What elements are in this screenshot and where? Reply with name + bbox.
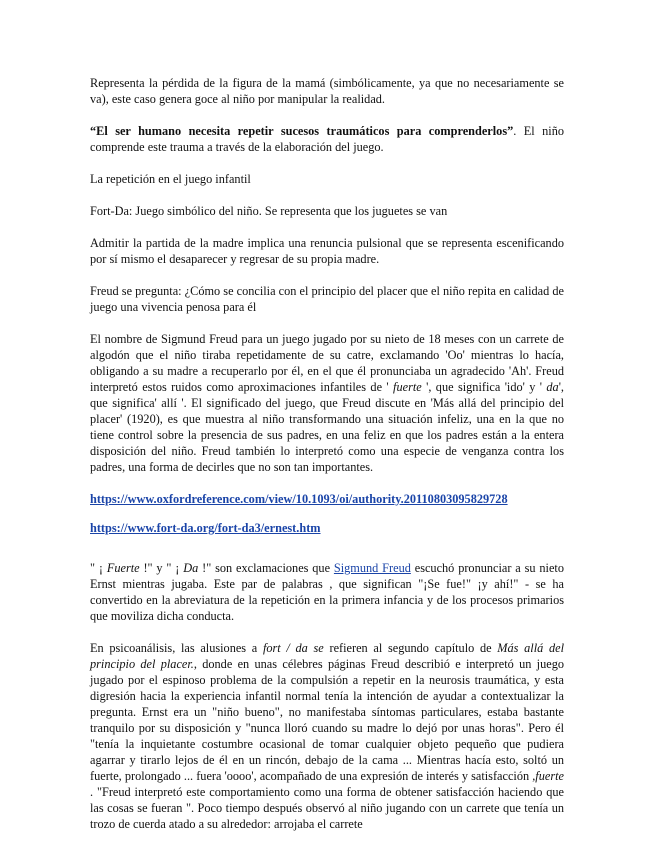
paragraph-fort-da: Fort-Da: Juego simbólico del niño. Se representa que los juguetes se van [90, 204, 448, 218]
paragraph-exclamations [90, 560, 564, 624]
text-part: , donde en unas célebres páginas Freud describió e interpretó un juego jugado por el espinoso problema de la compulsión a repetir en la neurosis traumática, y esta digresión hacia la experiencia infantil normal tenía la intención de ayudar a contextualizar la pregunta. Ernst era un "niño bueno", no manifestaba síntomas particulares, estaba bastante tranquilo por su disposición y "nunca lloró cuando su madre lo dejó por unas horas". Pero él "tenía la inquietante costumbre ocasional de tomar cualquier objeto pequeño que pudiera agarrar y tirarlo lejos de él en un rincón, debajo de la cama ... Mientras hacía esto, soltó un fuerte, prolongado ... fuera 'oooo', acompañado de una expresión de interés y satisfacción [90, 657, 564, 783]
paragraph-renuncia: Admitir la partida de la madre implica una renuncia pulsional que se representa escenificando por sí mismo el desaparecer y regresar de su propia madre. [90, 236, 564, 266]
italic-fort-da: fort / da se [262, 641, 324, 655]
text-part: . "Freud interpretó este comportamiento como una forma de obtener satisfacción haciendo que las cosas se fueran ". Poco tiempo después observó al niño jugando con un carrete que tenía un trozo de cuerda atado a su alrededor: arrojaba el carrete [90, 785, 564, 831]
text-part: !" son exclamaciones que [198, 561, 334, 575]
italic-fuerte: fuerte [388, 380, 422, 394]
text-part: refieren al segundo capítulo de [323, 641, 498, 655]
italic-fuerte: ,fuerte [532, 769, 564, 783]
link-fortda-paragraph [90, 520, 564, 536]
quote-continuation: . El niño comprende este trauma a través de la elaboración del juego. [90, 124, 564, 154]
paragraph-game-name [90, 331, 564, 475]
oxford-reference-link[interactable]: https://www.oxfordreference.com/view/10.1093/oi/authority.20110803095829728 [90, 492, 508, 506]
sigmund-freud-link[interactable]: Sigmund Freud [333, 561, 411, 575]
text-part: !" y " ¡ [139, 561, 184, 575]
text-part: ', que significa 'ido' y ' [421, 380, 547, 394]
text-part: El nombre de Sigmund Freud para un juego jugado por su nieto de 18 meses con un carrete de algodón que el niño tiraba repetidamente de su catre, exclamando 'Oo' mientras lo hacía, obligando a su madre a recuperarlo por él, en el que él pronunciaba un agradecido 'Ah'. Freud interpretó estos ruidos como aproximaciones infantiles de ' [90, 332, 564, 394]
text-part: ', que significa' allí '. El significado del juego, que Freud discute en 'Más allá del principio del placer' (1920), es que muestra al niño transformando una situación infeliz, una en la que no tiene control sobre la presencia de sus padres, en una feliz en que los padres están a la entera disposición del niño. Freud también lo interpretó como una especie de venganza contra los padres, una forma de decirles que no son tan importantes. [90, 380, 564, 474]
paragraph-freud-question: Freud se pregunta: ¿Cómo se concilia con el principio del placer que el niño repita en calidad de juego una vivencia penosa para él [90, 284, 564, 314]
italic-da: da [546, 380, 559, 394]
paragraph-quote [90, 123, 564, 155]
text-part: escuchó pronunciar a su nieto Ernst mientras jugaba. Este par de palabras , que significan "¡Se fue!" ¡y ahí!" - se ha convertido en la abreviatura de la repetición en la primera infancia y de los procesos primarios que moviliza dicha conducta. [90, 561, 564, 623]
bold-quote: “El ser humano necesita repetir sucesos traumáticos para comprenderlos” [90, 124, 514, 138]
italic-book-title: Más allá del principio del placer. [90, 641, 564, 671]
text-part: En psicoanálisis, las alusiones a [90, 641, 263, 655]
paragraph-mother-loss: Representa la pérdida de la figura de la mamá (simbólicamente, ya que no necesariamente se va), este caso genera goce al niño por manipular la realidad. [90, 76, 564, 106]
link-oxford-paragraph [90, 491, 564, 507]
italic-fuerte: Fuerte [106, 561, 140, 575]
paragraph-psychoanalysis [90, 640, 564, 832]
italic-da: Da [183, 561, 199, 575]
fort-da-org-link[interactable]: https://www.fort-da.org/fort-da3/ernest.htm [90, 521, 321, 535]
heading-repetition: La repetición en el juego infantil [90, 172, 251, 186]
text-part: " ¡ [90, 561, 107, 575]
document-page [90, 75, 564, 832]
